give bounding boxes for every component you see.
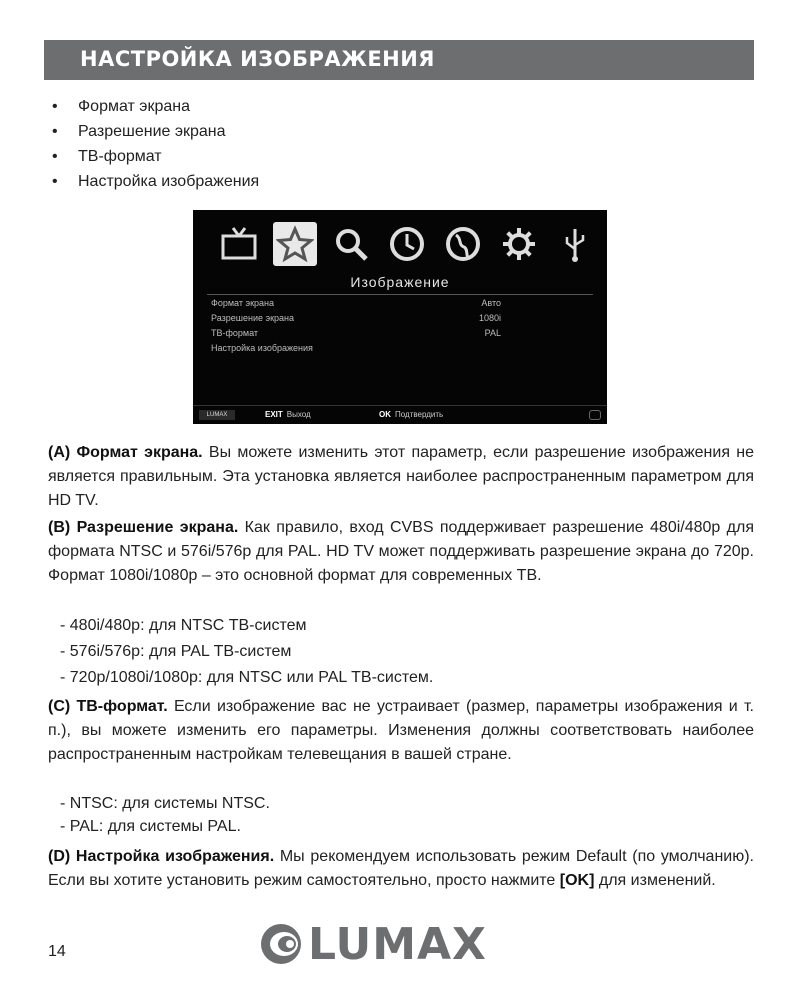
menu-row-tv-format[interactable] [211,326,501,341]
tv-menu-screenshot [193,210,607,424]
section-b-item: - 480i/480p: для NTSC ТВ-систем [60,617,307,634]
page-number: 14 [48,943,66,960]
section-b-text: Как правило, вход CVBS поддерживает разрешение 480i/480p для формата NTSC и 576i/576p для PAL. HD TV может поддерживать разрешение экрана до 720p. Формат 1080i/1080p – это основной формат для современных ТВ. [48,519,755,584]
tv-icon [217,222,261,266]
menu-icon-bar [217,218,597,270]
section-d-text-end: для изменений. [594,872,716,889]
menu-row-label: ТВ-формат [211,328,259,338]
section-c-label: (C) ТВ-формат. [48,698,168,715]
search-icon [329,222,373,266]
section-d-text: Мы рекомендуем использовать режим Default (по умолчанию). Если вы хотите установить режим самостоятельно, просто нажмите [48,848,754,889]
menu-title: Изображение [350,274,450,290]
list-item: • Настройка изображения [50,169,259,194]
feature-list [50,94,259,194]
gear-icon [497,222,541,266]
divider [207,294,593,295]
menu-row-label: Формат экрана [211,298,274,308]
exit-hint [265,410,311,419]
menu-row-label: Разрешение экрана [211,313,294,323]
section-d-label: (D) Настройка изображения. [48,848,275,865]
menu-row-screen-format[interactable] [211,296,501,311]
section-c-item: - NTSC: для системы NTSC. [60,795,270,812]
section-c [48,695,754,767]
menu-row-label: Настройка изображения [211,343,313,353]
list-item: • ТВ-формат [50,144,259,169]
section-d [48,845,754,893]
list-item: • Формат экрана [50,94,259,119]
ok-key: OK [379,410,391,419]
section-b-item: - 720p/1080i/1080p: для NTSC или PAL ТВ-систем. [60,669,434,686]
exit-key: EXIT [265,410,283,419]
status-bar [193,405,607,424]
menu-row-value: Авто [481,298,501,308]
menu-list [211,296,501,356]
brand-badge: LUMAX [199,410,235,420]
exit-label: Выход [286,410,311,419]
remote-icon [589,410,601,420]
ok-hint [379,410,443,419]
ok-label: Подтвердить [395,410,444,419]
section-a [48,441,754,513]
clock-icon [385,222,429,266]
section-c-item: - PAL: для системы PAL. [60,818,241,835]
globe-icon [441,222,485,266]
menu-row-resolution[interactable] [211,311,501,326]
usb-icon [553,222,597,266]
section-b [48,516,754,588]
logo-swirl-icon [258,921,304,967]
section-a-text: Вы можете изменить этот параметр, если разрешение изображения не является правильным. Эта установка является наиболее распространенным параметром для HD TV. [48,444,754,509]
menu-row-picture-settings[interactable] [211,341,501,356]
ok-key-ref: [OK] [559,872,595,889]
star-icon [273,222,317,266]
section-c-text: Если изображение вас не устраивает (размер, параметры изображения и т. п.), вы можете изменить его параметры. Изменения должны соответствовать наиболее распространенным настройкам телевещания в вашей стране. [48,698,754,763]
menu-row-value: 1080i [478,313,501,323]
section-b-item: - 576i/576p: для PAL ТВ-систем [60,643,292,660]
section-a-label: (A) Формат экрана. [48,444,203,461]
menu-row-value: PAL [484,328,501,338]
section-header [44,40,754,80]
brand-logo [258,920,487,968]
logo-text: LUMAX [308,918,487,970]
list-item: • Разрешение экрана [50,119,259,144]
section-b-label: (B) Разрешение экрана. [48,519,239,536]
page-title: НАСТРОЙКА ИЗОБРАЖЕНИЯ [80,47,435,71]
